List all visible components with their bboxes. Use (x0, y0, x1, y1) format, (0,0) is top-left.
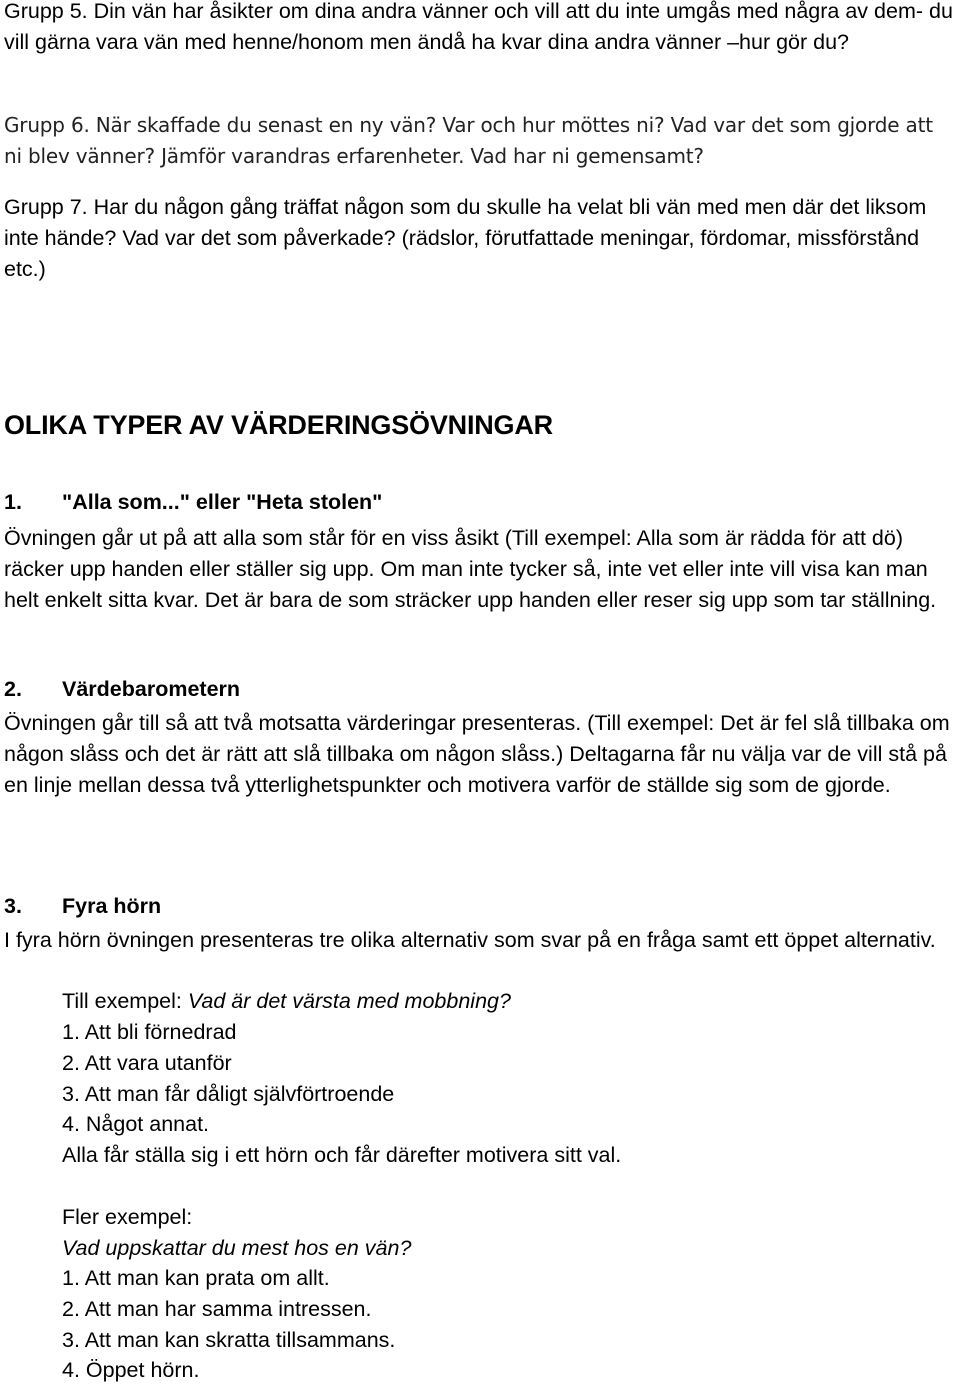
example-1-item: 2. Att vara utanför (62, 1051, 232, 1075)
section-1-title (4, 490, 382, 515)
example-2-item: 2. Att man har samma intressen. (62, 1297, 372, 1321)
section-2-title (4, 677, 240, 702)
section-1-body: Övningen går ut på att alla som står för en viss åsikt (Till exempel: Alla som är rädda för att dö) räcker upp handen eller ställer sig upp. Om man inte tycker så, inte vet eller inte vill visa kan man helt enkelt sitta kvar. Det är bara de som sträcker upp handen eller reser sig upp som tar ställning. (4, 526, 937, 612)
example-1-item: 3. Att man får dåligt självförtroende (62, 1082, 395, 1106)
example-2-item: 3. Att man kan skratta tillsammans. (62, 1328, 396, 1352)
section-heading: OLIKA TYPER AV VÄRDERINGSÖVNINGAR (4, 410, 553, 440)
section-2-title-text: Värdebarometern (62, 677, 241, 701)
example-1-item: 4. Något annat. (62, 1112, 210, 1136)
example-1-question: Vad är det värsta med mobbning? (187, 989, 511, 1013)
example-1-closing: Alla får ställa sig i ett hörn och får därefter motivera sitt val. (62, 1143, 622, 1167)
grupp-5-paragraph: Grupp 5. Din vän har åsikter om dina andra vänner och vill att du inte umgås med några av dem- du vill gärna vara vän med henne/honom men ändå ha kvar dina andra vänner –hur gör du? (4, 0, 953, 54)
example-2-label: Fler exempel: (62, 1205, 193, 1229)
section-1-title-text: "Alla som..." eller "Heta stolen" (62, 490, 383, 514)
section-3-body: I fyra hörn övningen presenteras tre olika alternativ som svar på en fråga samt ett öppet alternativ. (4, 928, 936, 952)
section-3-number: 3. (4, 894, 22, 918)
section-2-number: 2. (4, 677, 22, 701)
section-1-number: 1. (4, 490, 22, 514)
grupp-7-paragraph: Grupp 7. Har du någon gång träffat någon som du skulle ha velat bli vän med men där det liksom inte hände? Vad var det som påverkade? (rädslor, förutfattade meningar, fördomar, missförstånd etc.) (4, 195, 927, 281)
example-2-item: 4. Öppet hörn. (62, 1358, 200, 1382)
example-2-item: 1. Att man kan prata om allt. (62, 1266, 330, 1290)
grupp-6-paragraph: Grupp 6. När skaffade du senast en ny vän? Var och hur möttes ni? Vad var det som gjorde att ni blev vänner? Jämför varandras erfarenheter. Vad har ni gemensamt? (4, 113, 933, 168)
example-1-intro (62, 986, 511, 1017)
example-1-prefix: Till exempel: (62, 989, 188, 1013)
section-3-title-text: Fyra hörn (62, 894, 162, 918)
example-1-item: 1. Att bli förnedrad (62, 1020, 237, 1044)
example-2-question: Vad uppskattar du mest hos en vän? (62, 1236, 412, 1260)
section-3-title (4, 894, 161, 919)
section-2-body: Övningen går till så att två motsatta värderingar presenteras. (Till exempel: Det är fel slå tillbaka om någon slåss och det är rätt att slå tillbaka om någon slåss.) Deltagarna får nu välja var de vill stå på en linje mellan dessa två ytterlighetspunkter och motivera varför de ställde sig som de gjorde. (4, 711, 950, 797)
